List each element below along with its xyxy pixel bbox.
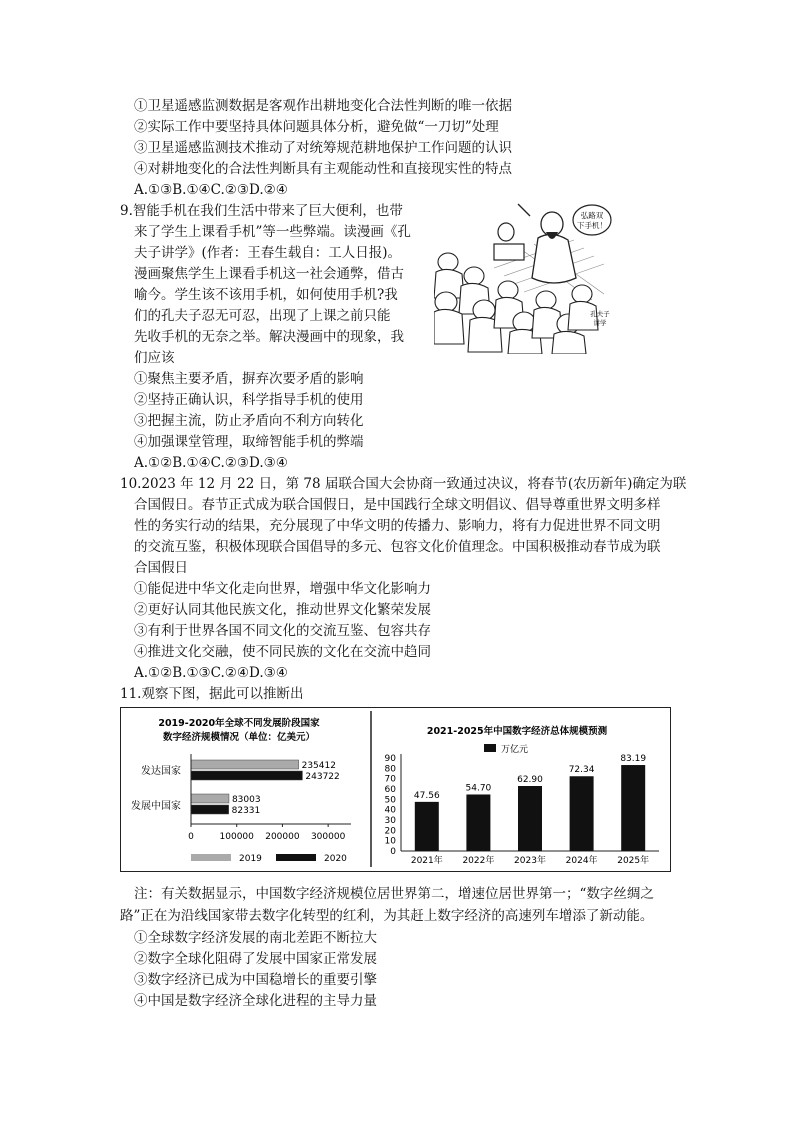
right-chart-y-tick-label: 50 — [384, 795, 396, 806]
q9-stem-line: 们的孔夫子忍无可忍，出现了上课之前只能 — [134, 308, 391, 324]
q8-option-3: ③卫星遥感监测技术推动了对统筹规范耕地保护工作问题的认识 — [134, 140, 512, 156]
left-chart-value-label: 83003 — [231, 795, 261, 805]
right-chart-value-label: 72.34 — [568, 765, 595, 776]
q9-answer-choices: A.①②B.①④C.②③D.③④ — [134, 455, 288, 471]
right-chart-title: 2021-2025年中国数字经济总体规模预测 — [426, 726, 608, 737]
q10-stem-line: 的交流互鉴，积极体现联合国倡导的多元、包容文化价值理念。中国积极推动春节成为联 — [134, 539, 661, 555]
left-chart-bar — [191, 771, 302, 780]
q10-stem-line: 合国假日。春节正式成为联合国假日，是中国践行全球文明倡议、倡导尊重世界文明多样 — [134, 497, 661, 513]
q9-stem-line: 来了学生上课看手机”等一些弊端。读漫画《孔 — [134, 224, 411, 240]
right-chart-y-tick-label: 80 — [384, 764, 396, 775]
legend-swatch-2020 — [276, 854, 316, 861]
right-legend-swatch — [484, 744, 496, 752]
q9-option-2: ②坚持正确认识，科学指导手机的使用 — [134, 392, 364, 408]
confucius-cartoon — [434, 198, 612, 354]
q11-charts-svg — [121, 708, 669, 870]
q9-stem-line: 9.智能手机在我们生活中带来了巨大便利，也带 — [120, 203, 403, 219]
q9-option-4: ④加强课堂管理，取缔智能手机的弊端 — [134, 434, 364, 450]
right-chart-y-tick-label: 60 — [384, 785, 396, 795]
q11-note-line: 路”正在为沿线国家带去数字化转型的红利，为其赶上数字经济的高速列车增添了新动能。 — [120, 908, 654, 924]
right-chart-bar — [518, 786, 542, 851]
q11-option-4: ④中国是数字经济全球化进程的主导力量 — [134, 993, 377, 1009]
right-chart-y-tick-label: 70 — [384, 774, 396, 785]
q9-stem-line: 喻今。学生该不该用手机，如何使用手机?我 — [134, 287, 398, 303]
right-chart-value-label: 62.90 — [517, 775, 543, 786]
right-chart-y-tick-label: 40 — [384, 805, 396, 816]
right-chart-value-label: 47.56 — [413, 790, 440, 801]
q11-note-line: 注：有关数据显示，中国数字经济规模位居世界第二，增速位居世界第一；“数字丝绸之 — [134, 886, 654, 902]
legend-label-2019: 2019 — [239, 854, 262, 864]
right-chart-value-label: 83.19 — [620, 754, 647, 765]
left-chart-value-label: 82331 — [231, 806, 261, 816]
left-chart-title: 数字经济规模情况（单位：亿美元） — [162, 732, 316, 743]
left-chart-bar — [191, 805, 229, 814]
left-chart-x-tick-label: 0 — [188, 832, 194, 842]
q10-option-1: ①能促进中华文化走向世界，增强中华文化影响力 — [134, 581, 431, 597]
q11-option-2: ②数字全球化阻碍了发展中国家正常发展 — [134, 951, 377, 967]
right-chart-x-tick-label: 2025年 — [617, 856, 650, 866]
left-chart-value-label: 243722 — [305, 772, 340, 782]
left-chart-x-tick-label: 300000 — [310, 832, 346, 842]
left-chart-title: 2019-2020年全球不同发展阶段国家 — [158, 718, 320, 729]
right-chart-y-tick-label: 90 — [384, 754, 396, 764]
q9-option-1: ①聚焦主要矛盾，摒弃次要矛盾的影响 — [134, 371, 364, 387]
q8-option-2: ②实际工作中要坚持具体问题具体分析，避免做“一刀切”处理 — [134, 119, 499, 135]
cartoon-drawing — [434, 198, 612, 354]
q9-stem-line: 夫子讲学》(作者：王春生载自：工人日报)。 — [134, 245, 402, 261]
cartoon-caption: 讲学 — [593, 319, 607, 327]
q10-answer-choices: A.①②B.①③C.②④D.③④ — [134, 665, 288, 681]
right-chart-y-tick-label: 10 — [384, 836, 396, 847]
q9-option-3: ③把握主流，防止矛盾向不利方向转化 — [134, 413, 364, 429]
q10-stem-line: 性的务实行动的结果，充分展现了中华文明的传播力、影响力，将有力促进世界不同文明 — [134, 518, 661, 534]
right-chart-x-tick-label: 2021年 — [410, 856, 443, 866]
right-chart-bar — [621, 765, 645, 851]
q10-option-4: ④推进文化交融，使不同民族的文化在交流中趋同 — [134, 644, 431, 660]
left-chart-x-tick-label: 200000 — [265, 832, 300, 842]
q10-stem-line: 合国假日 — [134, 560, 188, 576]
q10-option-3: ③有利于世界各国不同文化的交流互鉴、包容共存 — [134, 623, 431, 639]
q8-option-1: ①卫星遥感监测数据是客观作出耕地变化合法性判断的唯一依据 — [134, 98, 512, 114]
q8-option-4: ④对耕地变化的合法性判断具有主观能动性和直接现实性的特点 — [134, 161, 512, 177]
q11-option-3: ③数字经济已成为中国稳增长的重要引擎 — [134, 972, 377, 988]
right-chart-x-tick-label: 2023年 — [514, 856, 546, 866]
right-chart-bar — [466, 794, 490, 851]
speech-bubble-text: 下手机！ — [577, 221, 607, 230]
right-chart-bar — [415, 802, 439, 851]
right-legend-label: 万亿元 — [501, 745, 529, 755]
right-chart-y-tick-label: 20 — [384, 826, 396, 837]
left-chart-bar — [191, 794, 229, 803]
cartoon-caption: 孔夫子 — [590, 310, 610, 318]
right-chart-y-tick-label: 30 — [384, 816, 396, 826]
left-chart-category-label: 发达国家 — [141, 766, 181, 777]
right-chart-bar — [570, 776, 594, 851]
legend-label-2020: 2020 — [324, 854, 347, 864]
q8-answer-choices: A.①③B.①④C.②③D.②④ — [134, 182, 288, 198]
speech-bubble-text: 弘路双 — [580, 211, 604, 220]
q10-stem-line: 10.2023 年 12 月 22 日，第 78 届联合国大会协商一致通过决议，将春节(农历新年)确定为联 — [120, 476, 687, 492]
q11-option-1: ①全球数字经济发展的南北差距不断拉大 — [134, 930, 377, 946]
right-chart-value-label: 54.70 — [465, 783, 492, 794]
q9-stem-line: 先收手机的无奈之举。解决漫画中的现象，我 — [134, 329, 404, 345]
left-chart-x-tick-label: 100000 — [219, 832, 254, 842]
q10-option-2: ②更好认同其他民族文化，推动世界文化繁荣发展 — [134, 602, 431, 618]
right-chart-x-tick-label: 2024年 — [565, 856, 598, 866]
q9-stem-line: 漫画聚焦学生上课看手机这一社会通弊，借古 — [134, 266, 404, 282]
legend-swatch-2019 — [191, 854, 231, 861]
right-chart-x-tick-label: 2022年 — [462, 856, 495, 866]
left-chart-category-label: 发展中国家 — [131, 801, 181, 812]
left-chart-bar — [191, 760, 299, 769]
left-chart-value-label: 235412 — [301, 761, 336, 771]
q11-charts-panel — [120, 707, 671, 872]
q11-stem: 11.观察下图，据此可以推断出 — [120, 686, 304, 702]
right-chart-y-tick-label: 0 — [390, 847, 396, 857]
q9-stem-line: 们应该 — [134, 350, 175, 366]
